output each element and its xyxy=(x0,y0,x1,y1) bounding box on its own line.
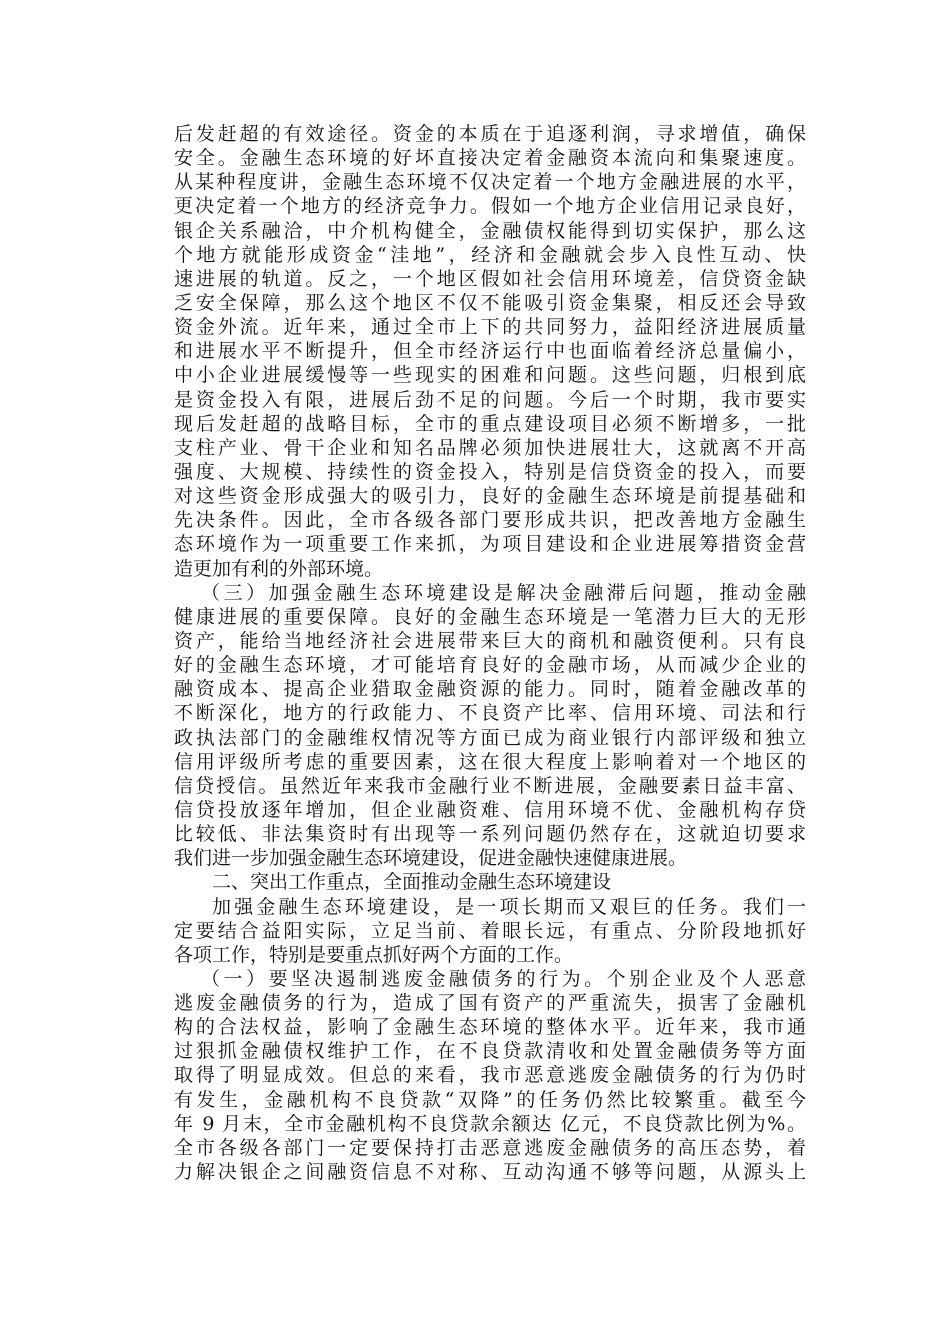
text-line: 好的金融生态环境，才可能培育良好的金融市场，从而减少企业的 xyxy=(174,654,806,677)
text-line: 态环境作为一项重要工作来抓，为项目建设和企业进展筹措资金营 xyxy=(174,533,806,556)
text-line: 构的合法权益，影响了金融生态环境的整体水平。近年来，我市通 xyxy=(174,1016,806,1039)
text-line: 定要结合益阳实际，立足当前、着眼长远，有重点、分阶段地抓好 xyxy=(174,919,806,942)
text-line: 过狠抓金融债权维护工作，在不良贷款清收和处置金融债务等方面 xyxy=(174,1040,806,1063)
text-line: 造更加有利的外部环境。 xyxy=(174,557,384,580)
text-line: 后发赶超的有效途径。资金的本质在于追逐利润，寻求增值，确保 xyxy=(174,123,806,145)
text-line: 资产，能给当地经济社会进展带来巨大的商机和融资便利。只有良 xyxy=(174,629,806,652)
text-line: （一）要坚决遏制逃废金融债务的行为。个别企业及个人恶意 xyxy=(201,967,806,990)
text-line: 乏安全保障，那么这个地区不仅不能吸引资金集聚，相反还会导致 xyxy=(174,291,806,314)
text-line: 从某种程度讲，金融生态环境不仅决定着一个地方金融进展的水平， xyxy=(174,171,806,194)
text-line: 速进展的轨道。反之，一个地区假如社会信用环境差，信贷资金缺 xyxy=(174,267,806,290)
text-line: 资金外流。近年来，通过全市上下的共同努力，益阳经济进展质量 xyxy=(174,316,806,339)
text-line: 健康进展的重要保障。良好的金融生态环境是一笔潜力巨大的无形 xyxy=(174,605,806,628)
text-line: 我们进一步加强金融生态环境建设，促进金融快速健康进展。 xyxy=(174,847,688,870)
text-line: 银企关系融洽，中介机构健全，金融债权能得到切实保护，那么这 xyxy=(174,219,806,242)
text-line: 支柱产业、骨干企业和知名品牌必须加快进展壮大，这就离不开高 xyxy=(174,436,806,459)
text-line: 融资成本、提高企业猎取金融资源的能力。同时，随着金融改革的 xyxy=(174,678,806,701)
text-line: 二、突出工作重点，全面推动金融生态环境建设 xyxy=(212,871,612,894)
text-line: 政执法部门的金融维权情况等方面已成为商业银行内部评级和独立 xyxy=(174,726,806,749)
text-line: （三）加强金融生态环境建设是解决金融滞后问题，推动金融 xyxy=(201,581,806,604)
text-line: 各项工作，特别是要重点抓好两个方面的工作。 xyxy=(174,943,574,966)
text-line: 现后发赶超的战略目标，全市的重点建设项目必须不断增多，一批 xyxy=(174,412,806,435)
text-line: 个地方就能形成资金“洼地”，经济和金融就会步入良性互动、快 xyxy=(174,243,806,266)
text-line: 中小企业进展缓慢等一些现实的困难和问题。这些问题，归根到底 xyxy=(174,364,806,387)
text-line: 年 9 月末，全市金融机构不良贷款余额达 亿元，不良贷款比例为%。 xyxy=(174,1112,806,1135)
text-line: 对这些资金形成强大的吸引力，良好的金融生态环境是前提基础和 xyxy=(174,485,806,508)
text-line: 信贷授信。虽然近年来我市金融行业不断进展，金融要素日益丰富、 xyxy=(174,774,806,797)
text-line: 取得了明显成效。但总的来看，我市恶意逃废金融债务的行为仍时 xyxy=(174,1064,806,1087)
text-line: 有发生，金融机构不良贷款“双降”的任务仍然比较繁重。截至今 xyxy=(174,1088,806,1111)
text-line: 是资金投入有限，进展后劲不足的问题。今后一个时期，我市要实 xyxy=(174,388,806,411)
text-line: 力解决银企之间融资信息不对称、互动沟通不够等问题，从源头上 xyxy=(174,1161,806,1184)
text-line: 全市各级各部门一定要保持打击恶意逃废金融债务的高压态势，着 xyxy=(174,1136,806,1159)
text-line: 信贷投放逐年增加，但企业融资难、信用环境不优、金融机构存贷 xyxy=(174,798,806,821)
text-line: 比较低、非法集资时有出现等一系列问题仍然存在，这就迫切要求 xyxy=(174,823,806,846)
document-body xyxy=(174,122,806,1184)
text-line: 更决定着一个地方的经济竞争力。假如一个地方企业信用记录良好， xyxy=(174,195,806,218)
text-line: 逃废金融债务的行为，造成了国有资产的严重流失，损害了金融机 xyxy=(174,992,806,1015)
text-line: 先决条件。因此，全市各级各部门要形成共识，把改善地方金融生 xyxy=(174,509,806,532)
text-line: 加强金融生态环境建设，是一项长期而又艰巨的任务。我们一 xyxy=(212,895,806,918)
text-line: 安全。金融生态环境的好坏直接决定着金融资本流向和集聚速度。 xyxy=(174,147,806,170)
text-line: 信用评级所考虑的重要因素，这在很大程度上影响着对一个地区的 xyxy=(174,750,806,773)
text-line: 不断深化，地方的行政能力、不良资产比率、信用环境、司法和行 xyxy=(174,702,806,725)
text-line: 和进展水平不断提升，但全市经济运行中也面临着经济总量偏小， xyxy=(174,340,806,363)
text-line: 强度、大规模、持续性的资金投入，特别是信贷资金的投入，而要 xyxy=(174,460,806,483)
